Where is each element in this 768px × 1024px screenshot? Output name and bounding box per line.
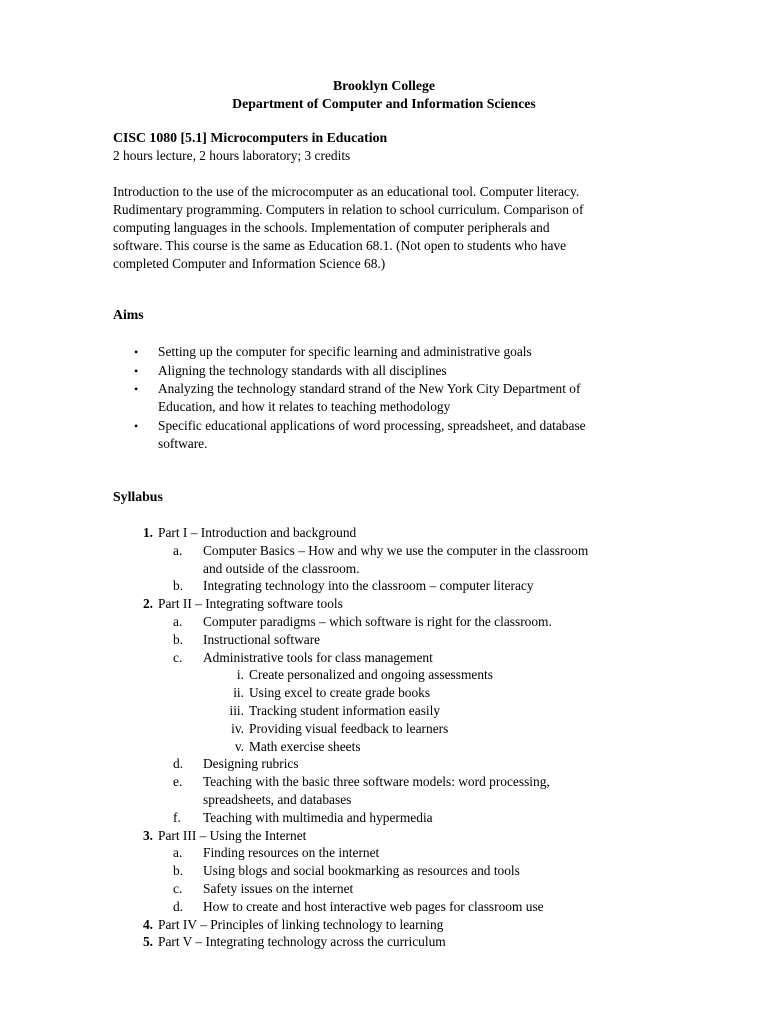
syllabus-item-number: 4. <box>142 916 153 932</box>
syllabus-item-text: Instructional software <box>203 631 321 647</box>
description-line: completed Computer and Information Science 68.) <box>113 256 386 271</box>
bullet-icon: • <box>134 345 139 359</box>
aims-item-line: Specific educational applications of word processing, spreadsheet, and database <box>158 417 586 433</box>
syllabus-row <box>113 702 673 720</box>
course-info <box>113 129 673 164</box>
syllabus-row <box>113 524 673 542</box>
syllabus-heading: Syllabus <box>113 489 163 504</box>
syllabus-item-number: i. <box>236 667 244 683</box>
aims-item <box>113 343 653 361</box>
aims-heading: Aims <box>113 307 144 322</box>
college-name: Brooklyn College <box>332 78 436 93</box>
syllabus-item-text: Teaching with multimedia and hypermedia <box>203 809 433 825</box>
syllabus-row <box>113 898 673 916</box>
syllabus-row <box>113 684 673 702</box>
aims-item-line: Education, and how it relates to teaching methodology <box>158 399 451 414</box>
syllabus-item-text: and outside of the classroom. <box>203 560 360 576</box>
syllabus-row <box>113 773 673 791</box>
document-header <box>0 77 768 113</box>
syllabus-item-text: Providing visual feedback to learners <box>249 720 449 736</box>
syllabus-item-number: d. <box>173 898 184 914</box>
bullet-icon: • <box>134 382 139 396</box>
syllabus-list <box>113 524 673 951</box>
syllabus-item-number: 2. <box>142 596 153 612</box>
course-hours: 2 hours lecture, 2 hours laboratory; 3 credits <box>113 147 351 163</box>
syllabus-row <box>113 666 673 684</box>
syllabus-item-text: Safety issues on the internet <box>203 880 354 896</box>
bullet-icon: • <box>134 363 139 378</box>
syllabus-item-number: b. <box>173 863 184 879</box>
syllabus-item-text: Tracking student information easily <box>249 702 441 718</box>
description-line: Rudimentary programming. Computers in relation to school curriculum. Comparison of <box>113 202 584 217</box>
syllabus-item-text: Computer paradigms – which software is right for the classroom. <box>203 613 552 629</box>
bullet-icon: • <box>134 418 139 433</box>
syllabus-item-number: 1. <box>142 525 153 540</box>
aims-item-line: Analyzing the technology standard strand of the New York City Department of <box>158 381 581 396</box>
syllabus-item-text: Part I – Introduction and background <box>158 525 357 540</box>
syllabus-row <box>113 560 673 578</box>
aims-item-line: Setting up the computer for specific learning and administrative goals <box>158 344 532 359</box>
syllabus-item-number: c. <box>173 649 183 665</box>
syllabus-row <box>113 649 673 667</box>
aims-list <box>113 343 653 453</box>
syllabus-item-number: f. <box>173 809 181 825</box>
description-line: computing languages in the schools. Implementation of computer peripherals and <box>113 220 550 235</box>
syllabus-item-number: iv. <box>231 720 244 736</box>
syllabus-item-text: Math exercise sheets <box>249 738 361 754</box>
syllabus-item-text: Part III – Using the Internet <box>158 827 307 843</box>
syllabus-row <box>113 880 673 898</box>
syllabus-item-number: a. <box>173 542 183 558</box>
syllabus-item-number: v. <box>234 738 244 754</box>
syllabus-item-text: Integrating technology into the classroom – computer literacy <box>203 578 534 594</box>
syllabus-item-number: 5. <box>142 934 153 950</box>
syllabus-row <box>113 916 673 934</box>
syllabus-item-text: Create personalized and ongoing assessments <box>249 667 493 683</box>
syllabus-row <box>113 631 673 649</box>
syllabus-item-text: How to create and host interactive web pages for classroom use <box>203 898 544 914</box>
syllabus-row <box>113 542 673 560</box>
aims-item <box>113 380 653 416</box>
department-name: Department of Computer and Information Sciences <box>232 96 536 111</box>
syllabus-item-text: Computer Basics – How and why we use the computer in the classroom <box>203 542 589 558</box>
syllabus-item-text: Administrative tools for class management <box>203 649 433 665</box>
syllabus-row <box>113 933 673 951</box>
syllabus-item-number: a. <box>173 845 183 861</box>
syllabus-item-text: Part II – Integrating software tools <box>158 596 343 612</box>
syllabus-item-text: Part IV – Principles of linking technology to learning <box>158 916 444 932</box>
syllabus-row <box>113 577 673 595</box>
description-line: software. This course is the same as Education 68.1. (Not open to students who have <box>113 238 567 253</box>
syllabus-item-number: c. <box>173 880 183 896</box>
syllabus-row <box>113 595 673 613</box>
syllabus-row <box>113 613 673 631</box>
syllabus-item-text: spreadsheets, and databases <box>203 791 352 807</box>
syllabus-item-text: Using excel to create grade books <box>249 685 431 701</box>
syllabus-item-text: Finding resources on the internet <box>203 845 380 861</box>
syllabus-item-number: iii. <box>229 702 244 718</box>
syllabus-item-number: b. <box>173 631 184 647</box>
aims-item <box>113 362 653 380</box>
syllabus-item-number: 3. <box>142 827 153 843</box>
syllabus-row <box>113 720 673 738</box>
syllabus-item-number: b. <box>173 578 184 594</box>
description-line: Introduction to the use of the microcomputer as an educational tool. Computer literacy. <box>113 184 580 199</box>
syllabus-row <box>113 791 673 809</box>
syllabus-item-text: Using blogs and social bookmarking as resources and tools <box>203 863 520 879</box>
syllabus-row <box>113 755 673 773</box>
syllabus-row <box>113 862 673 880</box>
syllabus-item-text: Teaching with the basic three software models: word processing, <box>203 774 550 790</box>
syllabus-item-text: Part V – Integrating technology across the curriculum <box>158 934 446 950</box>
aims-item-line: software. <box>158 435 208 451</box>
syllabus-row <box>113 827 673 845</box>
syllabus-item-number: d. <box>173 756 184 772</box>
course-description <box>113 183 658 273</box>
aims-item <box>113 417 653 453</box>
syllabus-item-number: a. <box>173 613 183 629</box>
syllabus-row <box>113 844 673 862</box>
syllabus-item-number: ii. <box>233 685 244 701</box>
syllabus-item-text: Designing rubrics <box>203 756 299 772</box>
syllabus-row <box>113 738 673 756</box>
syllabus-item-number: e. <box>173 774 183 790</box>
aims-item-line: Aligning the technology standards with all disciplines <box>158 362 447 378</box>
course-title: CISC 1080 [5.1] Microcomputers in Education <box>113 130 388 145</box>
syllabus-row <box>113 809 673 827</box>
